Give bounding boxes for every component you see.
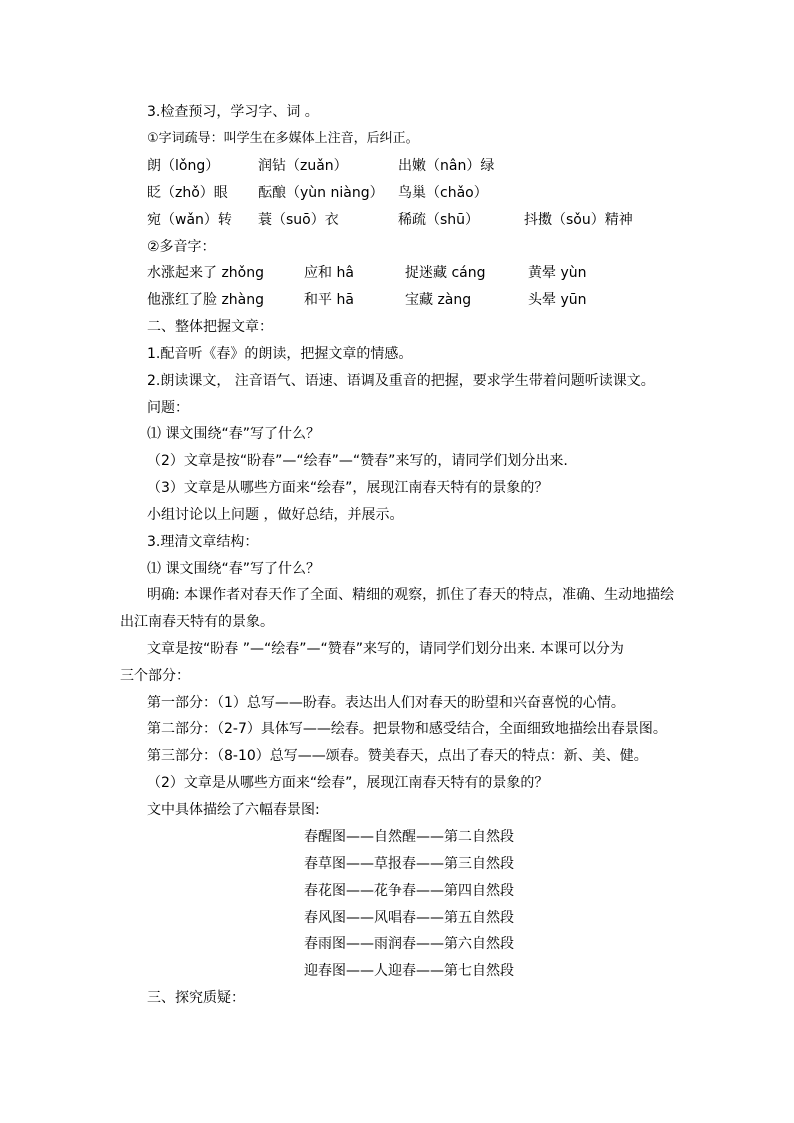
polyphone-row: [147, 291, 707, 309]
vocab-guide-heading: ①字词疏导：叫学生在多媒体上注音，后纠正。: [147, 131, 419, 146]
structure-line: 三个部分：: [120, 668, 190, 684]
pinyin-row: [147, 157, 707, 175]
polyphone-row: [147, 264, 707, 282]
group-discussion: 小组讨论以上问题 ，做好总结，并展示。: [147, 507, 404, 523]
list-item: 春花图——花争春——第四自然段: [304, 883, 514, 899]
polyphone-entry: 头晕 yūn: [528, 292, 587, 308]
section-heading-3: 三、探究质疑：: [147, 990, 245, 1006]
polyphone-entry: 水涨起来了 zhǒng: [147, 265, 264, 281]
section-heading-2: 二、整体把握文章：: [147, 319, 273, 335]
polyphone-entry: 他涨红了脸 zhàng: [147, 292, 265, 308]
polyphone-entry: 捉迷藏 cáng: [405, 265, 486, 281]
question-1-repeat: ⑴ 课文围绕“春”写了什么？: [147, 561, 320, 577]
part-2: 第二部分：（2-7）具体写——绘春。把景物和感受结合，全面细致地描绘出春景图。: [147, 721, 667, 737]
question-1: ⑴ 课文围绕“春”写了什么？: [147, 426, 320, 442]
paragraph: 1.配音听《春》的朗读，把握文章的情感。: [147, 346, 413, 362]
list-item: 迎春图——人迎春——第七自然段: [304, 963, 514, 979]
structure-line: 文章是按“盼春 ”—“绘春”—“赞春”来写的，请同学们划分出来. 本课可以分为: [147, 641, 624, 657]
answer-line: 出江南春天特有的景象。: [120, 614, 274, 630]
pinyin-entry: 润钻（zuǎn）: [258, 158, 348, 174]
pinyin-entry: 眨（zhǒ）眼: [147, 185, 228, 201]
polyphone-entry: 应和 hâ: [304, 265, 354, 281]
pinyin-entry: 酝酿（yùn niàng）: [258, 185, 384, 201]
part-3: 第三部分：（8-10）总写——颂春。赞美春天，点出了春天的特点：新、美、健。: [147, 748, 648, 764]
pinyin-entry: 朗（lǒng）: [147, 158, 220, 174]
pinyin-row: [147, 184, 707, 202]
pinyin-entry: 出嫩（nân）绿: [398, 158, 495, 174]
section-check-preview: 3.检查预习，学习字、词 。: [147, 104, 319, 120]
list-item: 春风图——风唱春——第五自然段: [304, 910, 514, 926]
part-1: 第一部分：（1）总写——盼春。表达出人们对春天的盼望和兴奋喜悦的心情。: [147, 695, 625, 711]
list-item: 春草图——草报春——第三自然段: [304, 856, 514, 872]
list-item: 春雨图——雨润春——第六自然段: [304, 936, 514, 952]
six-pictures-intro: 文中具体描绘了六幅春景图:: [147, 802, 320, 818]
pinyin-entry: 宛（wǎn）转: [147, 212, 232, 228]
polyphone-heading: ②多音字：: [147, 239, 216, 255]
polyphone-entry: 宝藏 zàng: [405, 292, 472, 308]
question-2: （2）文章是按“盼春”—“绘春”—“赞春”来写的，请同学们划分出来.: [147, 453, 568, 469]
pinyin-entry: 鸟巢（chǎo）: [398, 185, 488, 201]
pinyin-row: [147, 211, 707, 229]
question-2-repeat: （2）文章是从哪些方面来“绘春”，展现江南春天特有的景象的？: [147, 775, 549, 791]
section-structure: 3.理清文章结构：: [147, 534, 259, 550]
paragraph: 2.朗读课文， 注音语气、语速、语调及重音的把握，要求学生带着问题听读课文。: [147, 373, 655, 389]
polyphone-entry: 和平 hā: [304, 292, 354, 308]
answer-line: 明确: 本课作者对春天作了全面、精细的观察，抓住了春天的特点，准确、生动地描绘: [147, 587, 675, 603]
question-3: （3）文章是从哪些方面来“绘春”，展现江南春天特有的景象的？: [147, 480, 549, 496]
polyphone-entry: 黄晕 yùn: [528, 265, 587, 281]
pinyin-entry: 稀疏（shū）: [398, 212, 480, 228]
questions-label: 问题：: [147, 400, 189, 416]
pinyin-entry: 蓑（suō）衣: [258, 212, 339, 228]
list-item: 春醒图——自然醒——第二自然段: [304, 829, 514, 845]
pinyin-entry: 抖擞（sǒu）精神: [524, 212, 633, 228]
